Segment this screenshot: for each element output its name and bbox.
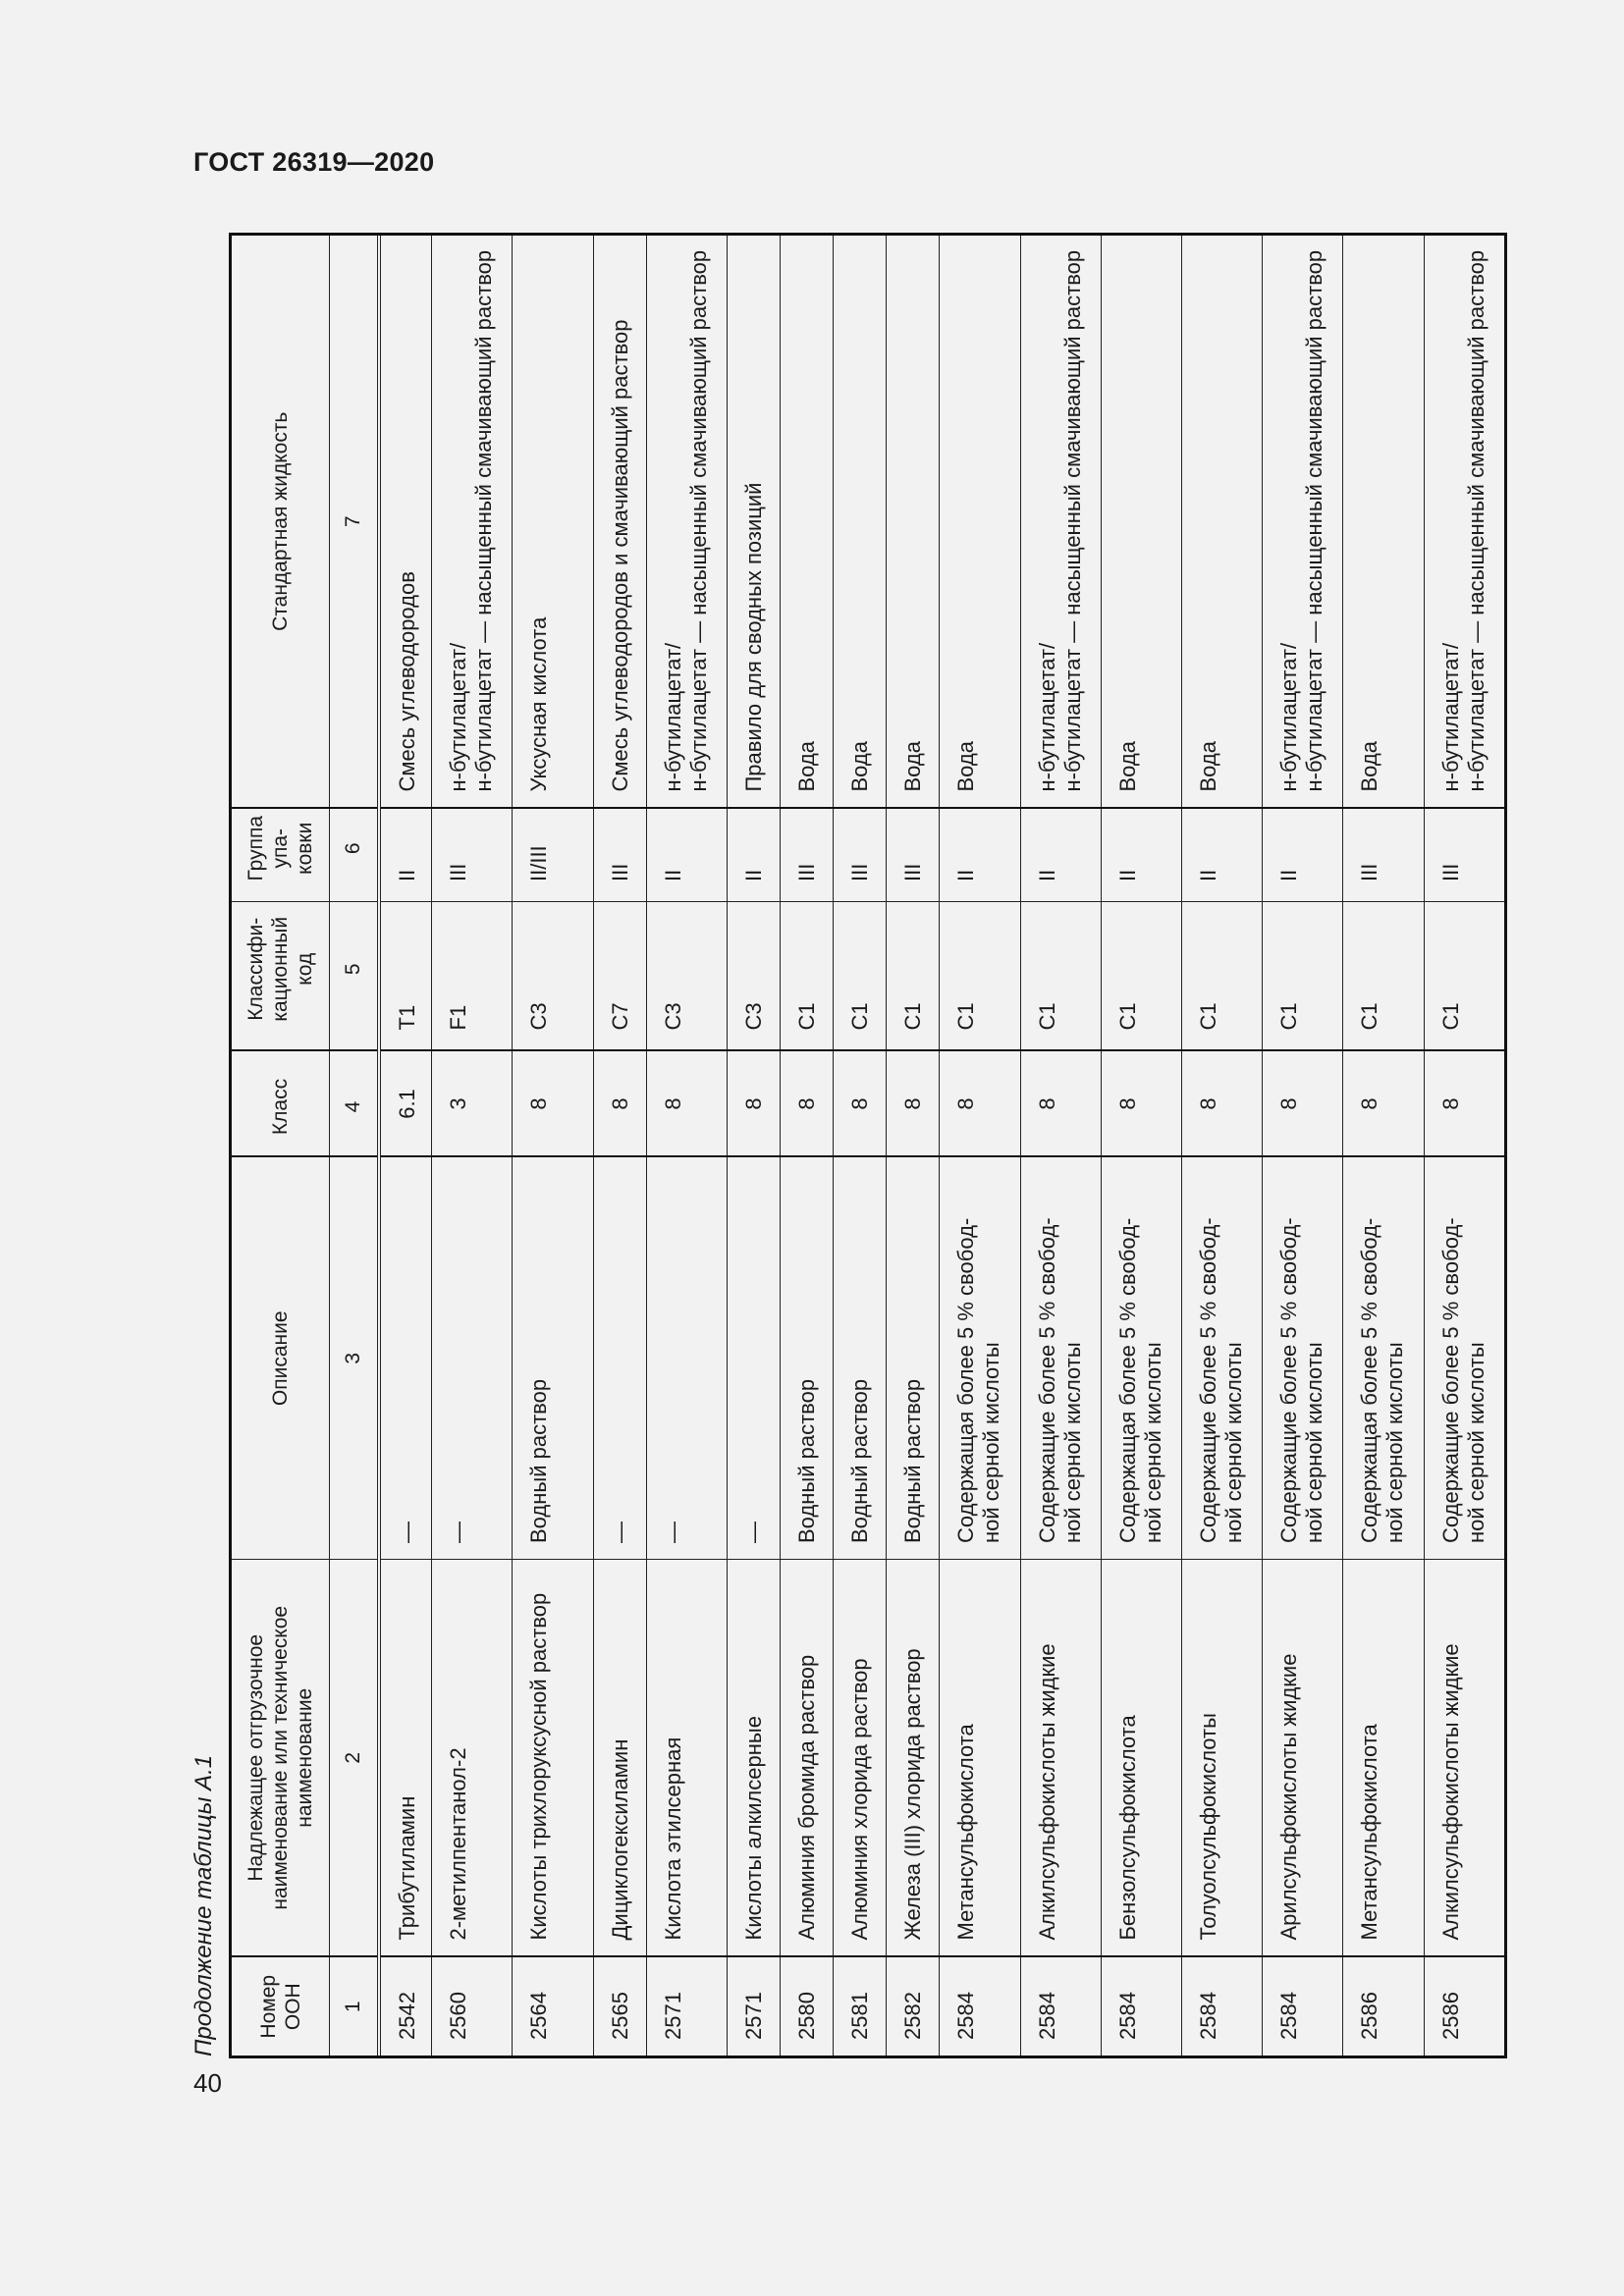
- table-row: [1101, 236, 1181, 2056]
- table-cell: Алкилсульфокислоты жидкие: [1020, 1560, 1101, 1957]
- column-number: 4: [330, 1051, 379, 1157]
- table-cell: н-бутилацетат/ н-бутилацетат — насыщенный смачивающий раствор: [1424, 236, 1504, 809]
- table-cell: C1: [1424, 902, 1504, 1051]
- table-cell: Трибутиламин: [379, 1560, 432, 1957]
- table-row: [1182, 236, 1263, 2056]
- table-cell: 2565: [593, 1957, 646, 2056]
- table-cell: C1: [1343, 902, 1424, 1051]
- table-cell: 2586: [1424, 1957, 1504, 2056]
- table-cell: 8: [1263, 1051, 1343, 1157]
- table-cell: н-бутилацетат/ н-бутилацетат — насыщенный смачивающий раствор: [1263, 236, 1343, 809]
- table-cell: 2586: [1343, 1957, 1424, 2056]
- table-row: [1263, 236, 1343, 2056]
- column-header: Описание: [232, 1157, 330, 1560]
- table-cell: 8: [1343, 1051, 1424, 1157]
- column-number-row: [330, 236, 379, 2056]
- table-cell: —: [646, 1157, 727, 1560]
- column-header: Надлежащее отгрузочное наименование или техническое наименование: [232, 1560, 330, 1957]
- table-cell: C3: [513, 902, 593, 1051]
- table-cell: Кислоты алкилсерные: [727, 1560, 780, 1957]
- table-cell: Вода: [1101, 236, 1181, 809]
- table-caption: Продолжение таблицы А.1: [190, 1754, 217, 2056]
- table-row: [646, 236, 727, 2056]
- table-cell: 8: [781, 1051, 834, 1157]
- column-header: Стандартная жидкость: [232, 236, 330, 809]
- table-cell: II: [379, 809, 432, 902]
- table-cell: Содержащая более 5 % свобод- ной серной кислоты: [1101, 1157, 1181, 1560]
- table-cell: III: [781, 809, 834, 902]
- table-cell: II: [1020, 809, 1101, 902]
- table-row: [513, 236, 593, 2056]
- table-cell: C1: [834, 902, 887, 1051]
- column-number: 7: [330, 236, 379, 809]
- table-cell: 2-метилпентанол-2: [432, 1560, 513, 1957]
- table-row: [1424, 236, 1504, 2056]
- table-cell: Содержащие более 5 % свобод- ной серной кислоты: [1424, 1157, 1504, 1560]
- table-cell: III: [1424, 809, 1504, 902]
- table-cell: Алкилсульфокислоты жидкие: [1424, 1560, 1504, 1957]
- table-cell: 2560: [432, 1957, 513, 2056]
- table-header-row: [232, 236, 330, 2056]
- table-cell: —: [727, 1157, 780, 1560]
- table-cell: 2571: [646, 1957, 727, 2056]
- column-number: 5: [330, 902, 379, 1051]
- column-number: 6: [330, 809, 379, 902]
- table-cell: 8: [887, 1051, 940, 1157]
- table-cell: Кислота этилсерная: [646, 1560, 727, 1957]
- table-cell: 2581: [834, 1957, 887, 2056]
- table-cell: 8: [646, 1051, 727, 1157]
- table-cell: Содержащие более 5 % свобод- ной серной кислоты: [1182, 1157, 1263, 1560]
- table-cell: —: [432, 1157, 513, 1560]
- table-cell: Уксусная кислота: [513, 236, 593, 809]
- table-cell: Вода: [834, 236, 887, 809]
- table-cell: Вода: [940, 236, 1020, 809]
- table-cell: III: [887, 809, 940, 902]
- table-cell: —: [379, 1157, 432, 1560]
- table-row: [432, 236, 513, 2056]
- table-cell: C3: [646, 902, 727, 1051]
- column-number: 3: [330, 1157, 379, 1560]
- table-cell: Смесь углеводородов и смачивающий раствор: [593, 236, 646, 809]
- column-number: 1: [330, 1957, 379, 2056]
- table-cell: II: [1101, 809, 1181, 902]
- table-cell: Водный раствор: [834, 1157, 887, 1560]
- table-row: [727, 236, 780, 2056]
- table-cell: —: [593, 1157, 646, 1560]
- table-cell: н-бутилацетат/ н-бутилацетат — насыщенный смачивающий раствор: [1020, 236, 1101, 809]
- table-cell: II: [1182, 809, 1263, 902]
- table-cell: II: [940, 809, 1020, 902]
- table-cell: 2584: [1020, 1957, 1101, 2056]
- table-cell: 6.1: [379, 1051, 432, 1157]
- table-body: [379, 236, 1505, 2056]
- table-cell: 8: [1424, 1051, 1504, 1157]
- table-cell: Алюминия бромида раствор: [781, 1560, 834, 1957]
- table-cell: 8: [834, 1051, 887, 1157]
- table-cell: 8: [593, 1051, 646, 1157]
- table-cell: C1: [1263, 902, 1343, 1051]
- table-cell: Правило для сводных позиций: [727, 236, 780, 809]
- table-cell: II: [1263, 809, 1343, 902]
- table-cell: C1: [781, 902, 834, 1051]
- table-row: [1343, 236, 1424, 2056]
- table-cell: н-бутилацетат/ н-бутилацетат — насыщенный смачивающий раствор: [432, 236, 513, 809]
- table-row: [781, 236, 834, 2056]
- table-row: [1020, 236, 1101, 2056]
- table-cell: Водный раствор: [781, 1157, 834, 1560]
- table-cell: 8: [513, 1051, 593, 1157]
- column-header: Номер ООН: [232, 1957, 330, 2056]
- table-cell: Алюминия хлорида раствор: [834, 1560, 887, 1957]
- table-cell: 8: [1182, 1051, 1263, 1157]
- table-cell: Бензолсульфокислота: [1101, 1560, 1181, 1957]
- table-cell: Содержащая более 5 % свобод- ной серной кислоты: [940, 1157, 1020, 1560]
- column-header: Класс: [232, 1051, 330, 1157]
- table-cell: 8: [1101, 1051, 1181, 1157]
- table-cell: Толуолсульфокислоты: [1182, 1560, 1263, 1957]
- table-cell: C1: [887, 902, 940, 1051]
- table-cell: 2584: [1101, 1957, 1181, 2056]
- table-cell: Дициклогексиламин: [593, 1560, 646, 1957]
- substance-table: [231, 235, 1505, 2056]
- table-cell: 2571: [727, 1957, 780, 2056]
- table-cell: III: [432, 809, 513, 902]
- table-cell: II: [727, 809, 780, 902]
- table-cell: T1: [379, 902, 432, 1051]
- table-cell: C1: [940, 902, 1020, 1051]
- table-cell: III: [593, 809, 646, 902]
- table-cell: Водный раствор: [887, 1157, 940, 1560]
- table-cell: 2584: [940, 1957, 1020, 2056]
- table-row: [379, 236, 432, 2056]
- table-row: [940, 236, 1020, 2056]
- table-cell: C1: [1020, 902, 1101, 1051]
- table-cell: Метансульфокислота: [940, 1560, 1020, 1957]
- table-cell: II/III: [513, 809, 593, 902]
- column-header: Группа упа- ковки: [232, 809, 330, 902]
- table-cell: II: [646, 809, 727, 902]
- table-cell: 8: [727, 1051, 780, 1157]
- table-cell: 2580: [781, 1957, 834, 2056]
- table-cell: 2582: [887, 1957, 940, 2056]
- rotated-table-block: [189, 236, 1489, 2056]
- table-row: [887, 236, 940, 2056]
- table-cell: III: [1343, 809, 1424, 902]
- table-cell: F1: [432, 902, 513, 1051]
- table-cell: 2542: [379, 1957, 432, 2056]
- table-cell: 3: [432, 1051, 513, 1157]
- table-cell: Содержащие более 5 % свобод- ной серной кислоты: [1263, 1157, 1343, 1560]
- table-cell: Водный раствор: [513, 1157, 593, 1560]
- column-number: 2: [330, 1560, 379, 1957]
- table-cell: 8: [940, 1051, 1020, 1157]
- table-cell: Содержащая более 5 % свобод- ной серной кислоты: [1343, 1157, 1424, 1560]
- table-cell: Метансульфокислота: [1343, 1560, 1424, 1957]
- table-cell: III: [834, 809, 887, 902]
- table-cell: Смесь углеводородов: [379, 236, 432, 809]
- table-cell: Железа (III) хлорида раствор: [887, 1560, 940, 1957]
- table-cell: н-бутилацетат/ н-бутилацетат — насыщенный смачивающий раствор: [646, 236, 727, 809]
- table-cell: Арилсульфокислоты жидкие: [1263, 1560, 1343, 1957]
- table-cell: 2584: [1182, 1957, 1263, 2056]
- table-cell: 8: [1020, 1051, 1101, 1157]
- table-cell: Вода: [887, 236, 940, 809]
- document-title: ГОСТ 26319—2020: [193, 147, 435, 177]
- table-cell: Содержащие более 5 % свобод- ной серной кислоты: [1020, 1157, 1101, 1560]
- table-row: [834, 236, 887, 2056]
- table-cell: Вода: [1182, 236, 1263, 809]
- table-cell: 2584: [1263, 1957, 1343, 2056]
- table-cell: C1: [1182, 902, 1263, 1051]
- page-number: 40: [193, 2068, 222, 2098]
- column-header: Классифи- кационный код: [232, 902, 330, 1051]
- table-cell: C3: [727, 902, 780, 1051]
- table-cell: Кислоты трихлоруксусной раствор: [513, 1560, 593, 1957]
- table-cell: Вода: [781, 236, 834, 809]
- table-cell: Вода: [1343, 236, 1424, 809]
- table-row: [593, 236, 646, 2056]
- table-cell: C1: [1101, 902, 1181, 1051]
- table-cell: C7: [593, 902, 646, 1051]
- table-cell: 2564: [513, 1957, 593, 2056]
